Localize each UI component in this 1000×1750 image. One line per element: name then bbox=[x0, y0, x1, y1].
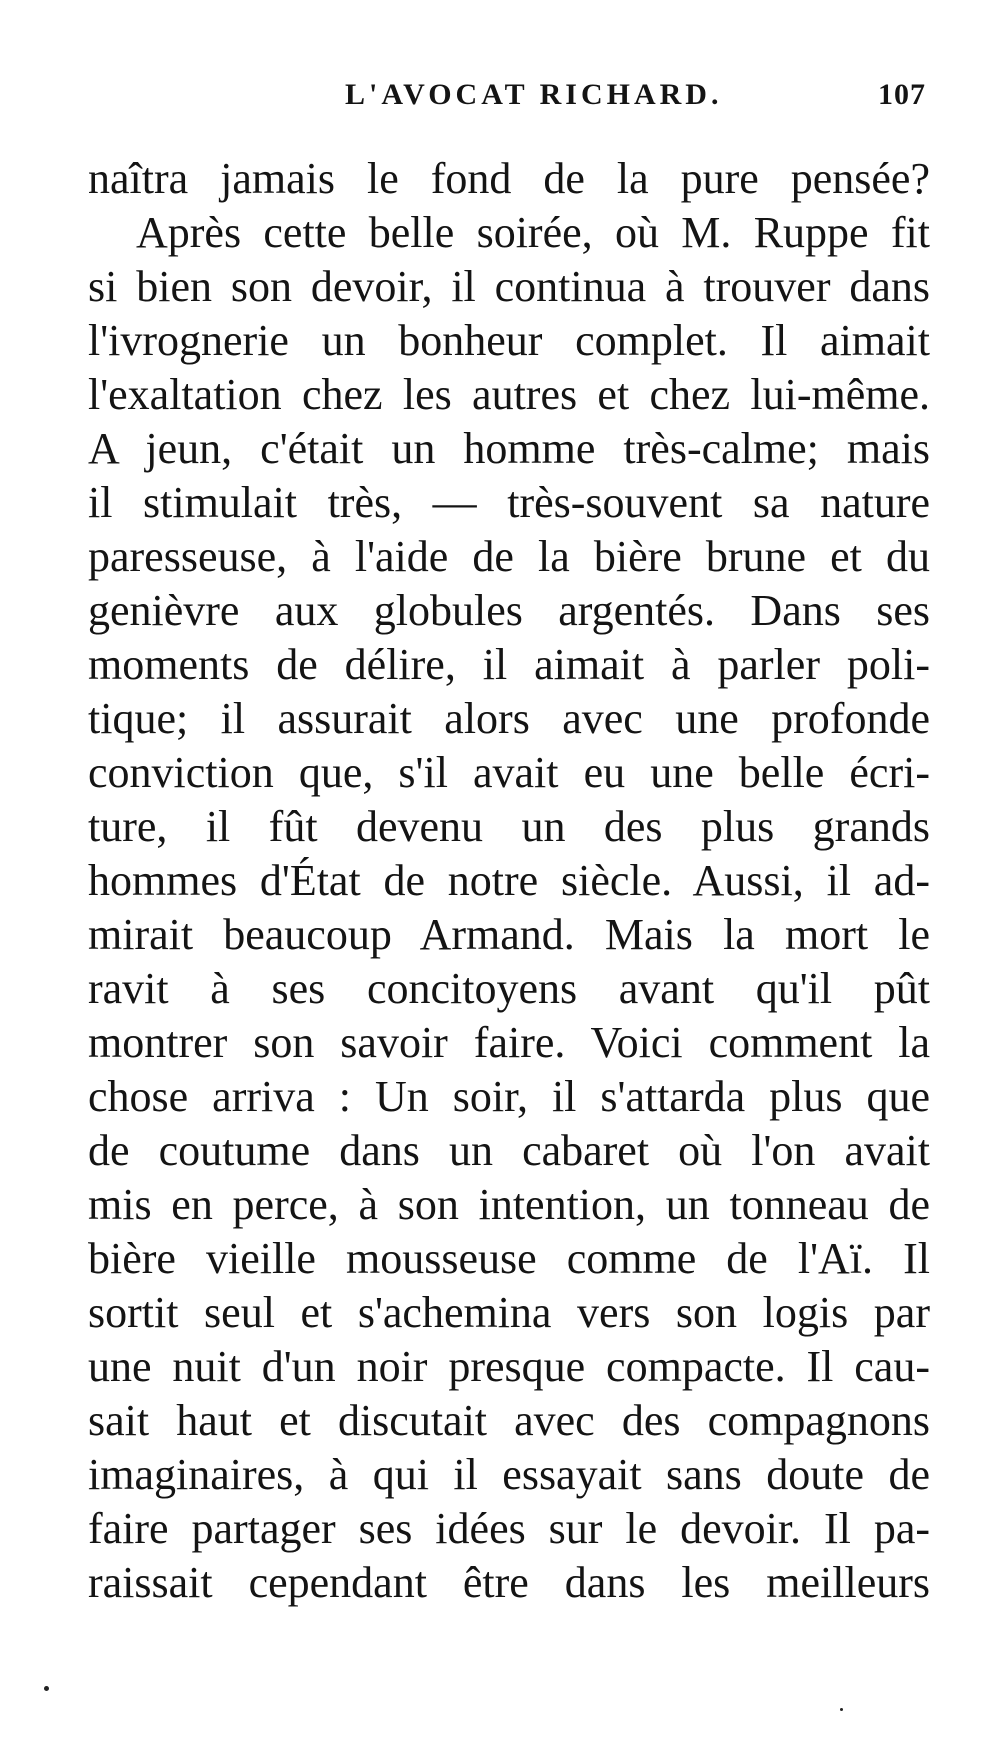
text-line: A jeun, c'était un homme très-calme; mais bbox=[88, 424, 930, 473]
text-line: tique; il assurait alors avec une profonde bbox=[88, 694, 930, 743]
ink-speck bbox=[840, 1708, 843, 1711]
running-header bbox=[0, 78, 1000, 118]
text-line: chose arriva : Un soir, il s'attarda plus que bbox=[88, 1072, 930, 1121]
text-line: ravit à ses concitoyens avant qu'il pût bbox=[88, 964, 930, 1013]
ink-speck bbox=[44, 1686, 49, 1691]
text-line: faire partager ses idées sur le devoir. Il pa- bbox=[88, 1504, 930, 1553]
page-number: 107 bbox=[878, 78, 926, 111]
text-line: il stimulait très, — très-souvent sa nature bbox=[88, 478, 930, 527]
text-line: si bien son devoir, il continua à trouver dans bbox=[88, 262, 930, 311]
text-line: genièvre aux globules argentés. Dans ses bbox=[88, 586, 930, 635]
text-line: sait haut et discutait avec des compagnons bbox=[88, 1396, 930, 1445]
running-title: L'AVOCAT RICHARD. bbox=[345, 78, 723, 111]
text-line: mis en perce, à son intention, un tonneau de bbox=[88, 1180, 930, 1229]
body-text bbox=[88, 152, 930, 1610]
text-line: bière vieille mousseuse comme de l'Aï. Il bbox=[88, 1234, 930, 1283]
text-line: Après cette belle soirée, où M. Ruppe fit bbox=[136, 208, 930, 257]
text-line: une nuit d'un noir presque compacte. Il cau- bbox=[88, 1342, 930, 1391]
text-line: imaginaires, à qui il essayait sans doute de bbox=[88, 1450, 930, 1499]
text-line: hommes d'État de notre siècle. Aussi, il ad- bbox=[88, 856, 930, 905]
text-line: de coutume dans un cabaret où l'on avait bbox=[88, 1126, 930, 1175]
text-line: paresseuse, à l'aide de la bière brune et du bbox=[88, 532, 930, 581]
text-line: conviction que, s'il avait eu une belle écri- bbox=[88, 748, 930, 797]
text-line: raissait cependant être dans les meilleurs bbox=[88, 1558, 930, 1607]
text-line: sortit seul et s'achemina vers son logis par bbox=[88, 1288, 930, 1337]
text-line: ture, il fût devenu un des plus grands bbox=[88, 802, 930, 851]
text-line: l'exaltation chez les autres et chez lui-même. bbox=[88, 370, 930, 419]
text-line: mirait beaucoup Armand. Mais la mort le bbox=[88, 910, 930, 959]
text-line: l'ivrognerie un bonheur complet. Il aimait bbox=[88, 316, 930, 365]
text-line: montrer son savoir faire. Voici comment la bbox=[88, 1018, 930, 1067]
text-line: moments de délire, il aimait à parler poli- bbox=[88, 640, 930, 689]
text-line: naîtra jamais le fond de la pure pensée? bbox=[88, 154, 930, 203]
